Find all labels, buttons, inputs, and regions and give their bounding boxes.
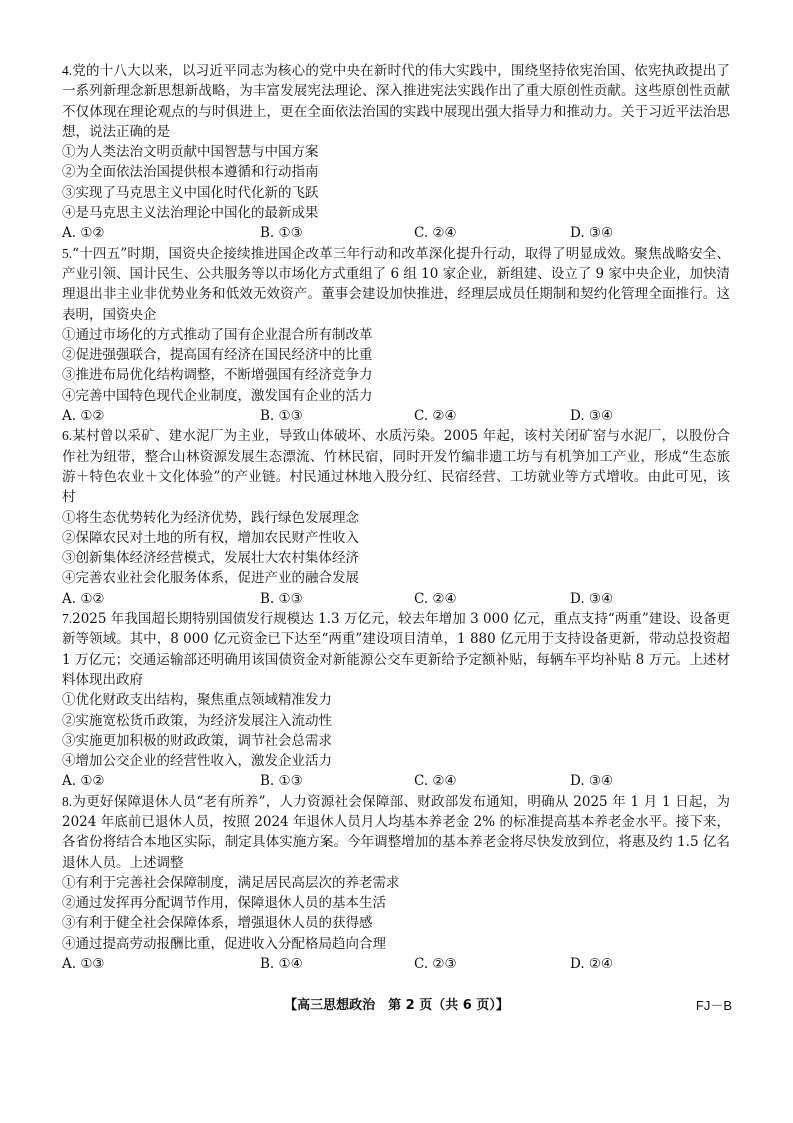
question-4 — [62, 61, 730, 244]
option-statement: ②保障农民对土地的所有权，增加农民财产性收入 — [62, 529, 359, 546]
question-list — [62, 61, 730, 974]
question-stem: “十四五”时期，国资央企接续推进国企改革三年行动和改革深化提升行动，取得了明显成效。聚焦战略安全、产业引领、国计民生、公共服务等以市场化方式重组了 6 组 10 家企业，新组建、设立了 9 家中央企业，加快清理退出非主业非优势业务和低效无效资产。董事会建设加快推进，经理层成员任期制和契约化管理全面推行。这表明，国资央企 — [62, 245, 730, 323]
choice-a: A. ①② — [62, 408, 105, 425]
choice-c: C. ②④ — [414, 590, 457, 607]
option-statement: ①有利于完善社会保障制度，满足居民高层次的养老需求 — [62, 874, 400, 891]
choice-a: A. ①② — [62, 225, 105, 242]
choice-d: D. ③④ — [570, 408, 614, 425]
question-number: 4. — [62, 63, 73, 78]
option-statement: ①优化财政支出结构，聚焦重点领域精准发力 — [62, 692, 332, 709]
option-statement: ②促进强强联合，提高国有经济在国民经济中的比重 — [62, 347, 373, 364]
choice-b: B. ①④ — [260, 956, 303, 973]
option-statement: ②为全面依法治国提供根本遵循和行动指南 — [62, 164, 319, 181]
footer-page-info: 【高三思想政治 第 2 页（共 6 页）】 — [284, 998, 509, 1013]
choice-c: C. ②④ — [414, 773, 457, 790]
option-statement: ④是马克思主义法治理论中国化的最新成果 — [62, 205, 319, 222]
option-statement: ①通过市场化的方式推动了国有企业混合所有制改革 — [62, 326, 373, 343]
choice-b: B. ①③ — [260, 225, 303, 242]
question-number: 8. — [62, 793, 73, 809]
question-6 — [62, 426, 730, 609]
question-7 — [62, 609, 730, 792]
option-statement: ④完善农业社会化服务体系，促进产业的融合发展 — [62, 570, 359, 587]
option-statement: ③有利于健全社会保障体系，增强退休人员的获得感 — [62, 915, 373, 932]
option-statement: ②通过发挥再分配调节作用，保障退休人员的基本生活 — [62, 895, 386, 912]
answer-choices — [62, 771, 730, 791]
choice-b: B. ①③ — [260, 773, 303, 790]
option-statement: ③创新集体经济经营模式，发展壮大农村集体经济 — [62, 550, 359, 567]
choice-c: C. ②③ — [414, 956, 457, 973]
answer-choices — [62, 223, 730, 243]
choice-c: C. ②④ — [414, 408, 457, 425]
answer-choices — [62, 406, 730, 426]
option-statement: ③推进布局优化结构调整，不断增强国有经济竞争力 — [62, 367, 373, 384]
choice-d: D. ③④ — [570, 773, 614, 790]
footer-paper-code: FJ－B — [695, 998, 732, 1013]
question-stem: 某村曾以采矿、建水泥厂为主业，导致山体破坏、水质污染。2005 年起，该村关闭矿窑与水泥厂，以股份合作社为纽带，整合山林资源发展生态漂流、竹林民宿，同时开发竹编非遗工坊与有机笋加工产业，形成“生态旅游＋特色农业＋文化体验”的产业链。村民通过林地入股分红、民宿经营、工坊就业等方式增收。由此可见，该村 — [62, 428, 730, 506]
question-5 — [62, 244, 730, 427]
option-statement: ④增加公交企业的经营性收入，激发企业活力 — [62, 753, 332, 770]
option-statement: ②实施宽松货币政策，为经济发展注入流动性 — [62, 712, 332, 729]
choice-a: A. ①③ — [62, 956, 105, 973]
choice-c: C. ②④ — [414, 225, 457, 242]
question-stem: 为更好保障退休人员“老有所养”，人力资源社会保障部、财政部发布通知，明确从 2025 年 1 月 1 日起，为 2024 年底前已退休人员，按照 2024 年退休人员月人均基本养老金 2% 的标准提高基本养老金水平。接下来，各省份将结合本地区实际，制定具体实施方案。今年调整增加的基本养老金将尽快发放到位，将惠及约 1.5 亿名退休人员。上述调整 — [62, 793, 730, 871]
question-number: 6. — [62, 428, 73, 444]
option-statement: ①为人类法治文明贡献中国智慧与中国方案 — [62, 144, 319, 161]
page-footer — [0, 995, 793, 1017]
choice-a: A. ①② — [62, 590, 105, 607]
question-8 — [62, 792, 730, 975]
answer-choices — [62, 589, 730, 609]
answer-choices — [62, 954, 730, 974]
choice-d: D. ②④ — [570, 956, 614, 973]
option-statement: ①将生态优势转化为经济优势，践行绿色发展理念 — [62, 509, 359, 526]
option-statement: ③实现了马克思主义中国化时代化新的飞跃 — [62, 184, 319, 201]
choice-b: B. ①③ — [260, 590, 303, 607]
question-number: 5. — [62, 245, 73, 261]
question-stem: 2025 年我国超长期特别国债发行规模达 1.3 万亿元，较去年增加 3 000 亿元，重点支持“两重”建设、设备更新等领域。其中，8 000 亿元资金已下达至“两重”建设项目清单，1 880 亿元用于支持设备更新，带动总投资超 1 万亿元；交通运输部还明确用该国债资金对新能源公交车更新给予定额补贴，每辆车平均补贴 8 万元。上述材料体现出政府 — [62, 611, 730, 688]
question-number: 7. — [62, 611, 73, 627]
question-stem: 党的十八大以来，以习近平同志为核心的党中央在新时代的伟大实践中，围绕坚持依宪治国、依宪执政提出了一系列新理念新思想新战略，为丰富发展宪法理论、深入推进宪法实践作出了重大原创性贡献。这些原创性贡献不仅体现在理论观点的与时俱进上，更在全面依法治国的实践中展现出强大指导力和推动力。关于习近平法治思想，说法正确的是 — [62, 63, 730, 140]
option-statement: ④完善中国特色现代企业制度，激发国有企业的活力 — [62, 387, 373, 404]
option-statement: ④通过提高劳动报酬比重，促进收入分配格局趋向合理 — [62, 935, 386, 952]
choice-a: A. ①② — [62, 773, 105, 790]
choice-d: D. ③④ — [570, 225, 614, 242]
choice-d: D. ③④ — [570, 590, 614, 607]
option-statement: ③实施更加积极的财政政策，调节社会总需求 — [62, 732, 332, 749]
choice-b: B. ①③ — [260, 408, 303, 425]
